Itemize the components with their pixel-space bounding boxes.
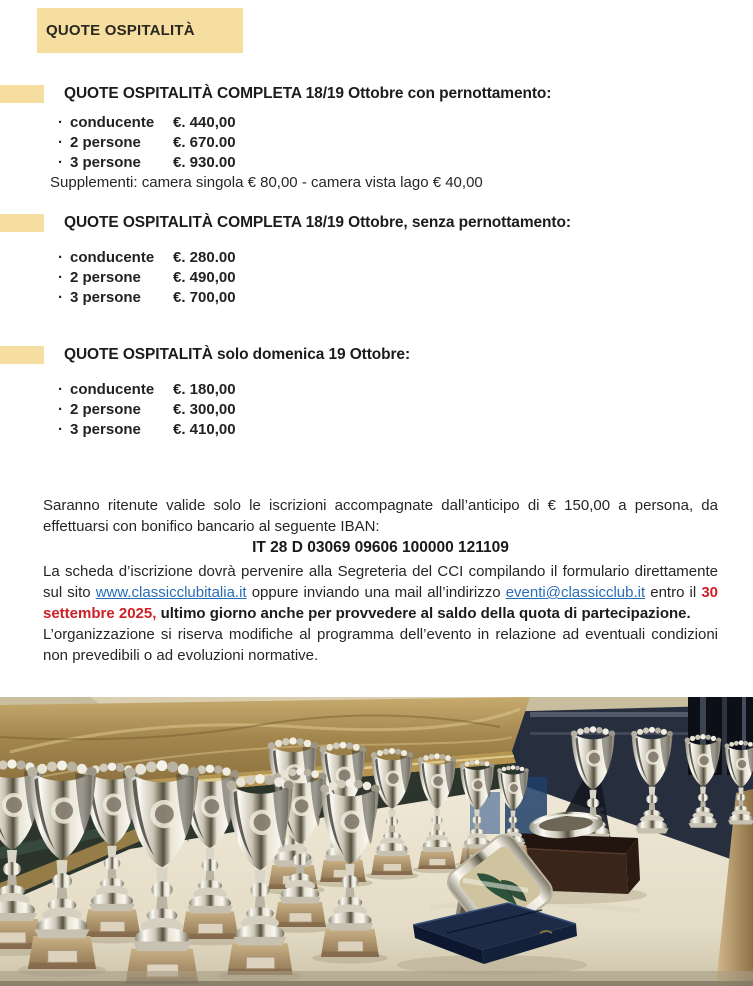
bullet-icon: · [58,269,63,286]
bullet-icon: · [58,401,63,418]
price-value: €. 670.00 [173,134,236,151]
deadline-date: 30 settembre 2025, [43,584,718,622]
price-row [58,133,753,153]
price-row [58,268,753,288]
price-row [58,420,753,440]
supplements-note: Supplementi: camera singola € 80,00 - camera vista lago € 40,00 [50,174,483,191]
price-list [58,248,753,308]
registration-part3: entro il [645,584,702,601]
trophies-photo [0,697,753,986]
registration-paragraph [43,561,718,666]
price-row [58,153,753,173]
registration-part1: La scheda d’iscrizione dovrà pervenire alla Segreteria del CCI compilando il formulario direttamente sul sito [43,563,718,601]
bullet-icon: · [58,249,63,266]
bullet-icon: · [58,289,63,306]
section-heading: QUOTE OSPITALITÀ COMPLETA 18/19 Ottobre con pernottamento: [64,85,552,102]
price-value: €. 280.00 [173,249,236,266]
accent-bar [0,214,44,232]
bullet-icon: · [58,154,63,171]
price-list [58,113,753,173]
section-heading: QUOTE OSPITALITÀ COMPLETA 18/19 Ottobre, senza pernottamento: [64,214,571,231]
price-value: €. 490,00 [173,269,236,286]
bullet-icon: · [58,421,63,438]
section-senza-pernottamento [0,213,753,308]
page-title-box [37,8,243,53]
price-row [58,113,753,133]
price-label: conducente [70,381,155,398]
section-heading: QUOTE OSPITALITÀ solo domenica 19 Ottobre: [64,346,411,363]
price-row [58,248,753,268]
bullet-icon: · [58,114,63,131]
price-label: conducente [70,249,155,266]
price-label: conducente [70,114,155,131]
bullet-icon: · [58,381,63,398]
bullet-icon: · [58,134,63,151]
section-con-pernottamento [0,84,753,193]
price-list [58,380,753,440]
price-value: €. 410,00 [173,421,236,438]
price-value: €. 700,00 [173,289,236,306]
price-label: 3 persone [70,154,141,171]
registration-part2: oppure inviando una mail all’indirizzo [246,584,506,601]
registration-text [43,561,718,624]
iban-line: IT 28 D 03069 09606 100000 121109 [252,538,509,556]
price-label: 2 persone [70,134,141,151]
price-label: 2 persone [70,269,141,286]
trophies-photo-svg [0,697,753,986]
price-label: 2 persone [70,401,141,418]
price-row [58,380,753,400]
section-solo-domenica [0,345,753,440]
accent-bar [0,85,44,103]
price-value: €. 930.00 [173,154,236,171]
payment-paragraph: Saranno ritenute valide solo le iscrizioni accompagnate dall’anticipo di € 150,00 a persona, da effettuarsi con bonifico bancario al seguente IBAN: [43,497,718,535]
website-link[interactable]: www.classicclubitalia.it [95,584,247,601]
disclaimer-text: L’organizzazione si riserva modifiche al programma dell’evento in relazione ad eventuali condizioni non prevedibili o ad evoluzioni normative. [43,626,718,664]
accent-bar [0,346,44,364]
page-title: QUOTE OSPITALITÀ [46,22,195,39]
price-value: €. 300,00 [173,401,236,418]
price-label: 3 persone [70,421,141,438]
registration-part4: ultimo giorno anche per provvedere al saldo della quota di partecipazione. [156,605,691,622]
email-link[interactable]: eventi@classicclub.it [505,584,646,601]
price-row [58,288,753,308]
price-row [58,400,753,420]
price-label: 3 persone [70,289,141,306]
price-value: €. 440,00 [173,114,236,131]
price-value: €. 180,00 [173,381,236,398]
